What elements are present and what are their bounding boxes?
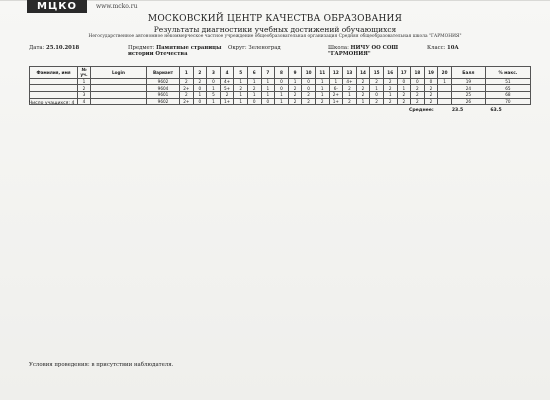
cell-task: 1 [383,92,397,99]
cell-task: 1 [315,85,329,92]
exam-conditions: Условия проведения: в присутствии наблюдателя. [29,362,174,368]
report-subtitle: Результаты диагностики учебных достижений обучающихся [153,25,397,34]
cell-task: 0 [424,78,438,85]
subject-field: Предмет: Памятные страницы истории Отечества [128,45,222,58]
cell-score: 19 [451,78,485,85]
cell-task: 1 [397,85,411,92]
cell-task: 1 [275,98,289,105]
cell-task: 2 [288,85,302,92]
cell-task: 1 [261,92,275,99]
date-field: Дата: 25.10.2018 [29,45,80,51]
cell-task: 2 [356,85,370,92]
cell-task: 2 [356,78,370,85]
col-score: Балл [451,67,485,79]
cell-score: 24 [451,85,485,92]
cell-task: 0 [247,98,261,105]
site-url: www.mcko.ru [96,3,138,10]
col-task: 6 [247,67,261,79]
cell-task: 1 [247,78,261,85]
cell-task: 5+ [220,85,234,92]
cell-task: 2 [180,92,194,99]
col-task: 13 [343,67,357,79]
cell-variant: 9602 [147,78,180,85]
cell-task: 1 [370,85,384,92]
col-task: 10 [302,67,316,79]
col-pct: % макс. [485,67,530,79]
cell-score: 26 [451,98,485,105]
cell-pct: 70 [485,98,530,105]
cell-login [91,85,147,92]
cell-task: 1 [261,85,275,92]
pupil-count: Число учащихся: 4 [29,101,75,106]
cell-task: 1 [315,92,329,99]
cell-task: 0 [261,98,275,105]
cell-task: 6- [329,85,343,92]
cell-task: 1 [356,98,370,105]
cell-task: 1+ [329,98,343,105]
cell-pupil-no: 1 [78,78,91,85]
cell-pct: 68 [485,92,530,99]
cell-task: 2 [343,85,357,92]
cell-login [91,92,147,99]
col-task: 12 [329,67,343,79]
school-field: Школа: НИЧУ ОО СОШ "ГАРМОНИЯ" [328,45,399,58]
col-task: 15 [370,67,384,79]
cell-task: 2 [424,85,438,92]
cell-login [91,98,147,105]
cell-task: 2 [302,98,316,105]
cell-task: 5 [207,92,221,99]
col-task: 5 [234,67,248,79]
cell-task: 2 [288,92,302,99]
cell-pct: 65 [485,85,530,92]
cell-score: 25 [451,92,485,99]
cell-name [30,92,78,99]
cell-task: 0 [370,92,384,99]
cell-task: 1 [329,78,343,85]
cell-task: 0 [275,78,289,85]
cell-task: 1 [343,92,357,99]
col-task: 1 [180,67,194,79]
cell-task: 0 [397,78,411,85]
cell-task: 2 [383,98,397,105]
cell-login [91,78,147,85]
cell-task: 4+ [343,78,357,85]
col-task: 16 [383,67,397,79]
col-task: 20 [438,67,452,79]
cell-pupil-no: 2 [78,85,91,92]
cell-task: 1 [275,92,289,99]
col-task: 7 [261,67,275,79]
col-task: 14 [356,67,370,79]
cell-task: 1 [234,92,248,99]
cell-task: 0 [302,85,316,92]
cell-task: 0 [193,98,207,105]
cell-task: 1 [247,92,261,99]
table-body [30,78,531,104]
col-task: 8 [275,67,289,79]
cell-task: 1 [261,78,275,85]
cell-task: 1 [234,98,248,105]
cell-task: 2 [288,98,302,105]
cell-task: 2 [370,98,384,105]
cell-variant: 9601 [147,92,180,99]
cell-task: 0 [302,78,316,85]
cell-task: 2 [302,92,316,99]
cell-task [438,92,452,99]
cell-task: 2+ [180,98,194,105]
cell-task: 2 [411,92,425,99]
cell-variant: 9604 [147,85,180,92]
cell-task: 1 [193,92,207,99]
col-task: 2 [193,67,207,79]
class-field: Класс: 10А [427,45,459,51]
col-task: 19 [424,67,438,79]
cell-task: 2 [424,98,438,105]
cell-task: 2 [220,92,234,99]
cell-pct: 51 [485,78,530,85]
col-pupil-no: № уч. [78,67,91,79]
cell-task: 1+ [220,98,234,105]
cell-task: 0 [411,78,425,85]
cell-task: 1 [207,85,221,92]
header-row [30,67,531,79]
district-field: Округ: Зеленоград [228,45,281,51]
cell-task: 2 [247,85,261,92]
cell-variant: 9602 [147,98,180,105]
col-login: Login [91,67,147,79]
cell-task: 2 [370,78,384,85]
cell-task: 2 [397,92,411,99]
cell-task: 4+ [220,78,234,85]
col-task: 4 [220,67,234,79]
cell-task: 2 [180,78,194,85]
cell-task: 1 [234,78,248,85]
cell-task: 2 [343,98,357,105]
cell-name [30,85,78,92]
cell-task [438,98,452,105]
cell-task: 0 [207,78,221,85]
cell-task: 0 [275,85,289,92]
cell-task: 2 [234,85,248,92]
col-name: Фамилия, имя [30,67,78,79]
average-label: Среднее: [409,108,434,113]
cell-task: 2+ [329,92,343,99]
cell-task: 2 [193,78,207,85]
cell-pupil-no: 4 [78,98,91,105]
average-pct: 63.5 [490,108,502,113]
cell-task: 2 [411,85,425,92]
table-row [30,78,531,85]
col-task: 9 [288,67,302,79]
cell-task [438,85,452,92]
table-row [30,92,531,99]
cell-name [30,78,78,85]
table-row [30,85,531,92]
cell-task: 2 [383,78,397,85]
cell-task: 2+ [180,85,194,92]
cell-task: 2 [424,92,438,99]
table-row [30,98,531,105]
cell-task: 2 [356,92,370,99]
cell-task: 2 [315,98,329,105]
cell-task: 2 [383,85,397,92]
col-task: 11 [315,67,329,79]
cell-task: 0 [193,85,207,92]
results-table [29,66,531,105]
cell-task: 1 [438,78,452,85]
organization-name: Негосударственное автономное некоммерческое частное учреждение общеобразовательная организация Средняя общеобразовательная школа "ГАРМОНИЯ" [88,34,462,39]
col-variant: Вариант [147,67,180,79]
report-title: МОСКОВСКИЙ ЦЕНТР КАЧЕСТВА ОБРАЗОВАНИЯ [147,14,403,24]
col-task: 17 [397,67,411,79]
cell-task: 1 [315,78,329,85]
mcko-logo: МЦКО [27,0,87,13]
cell-task: 2 [397,98,411,105]
cell-task: 1 [288,78,302,85]
cell-task: 1 [207,98,221,105]
cell-task: 2 [411,98,425,105]
col-task: 18 [411,67,425,79]
cell-pupil-no: 3 [78,92,91,99]
col-task: 3 [207,67,221,79]
average-score: 23.5 [451,108,464,113]
